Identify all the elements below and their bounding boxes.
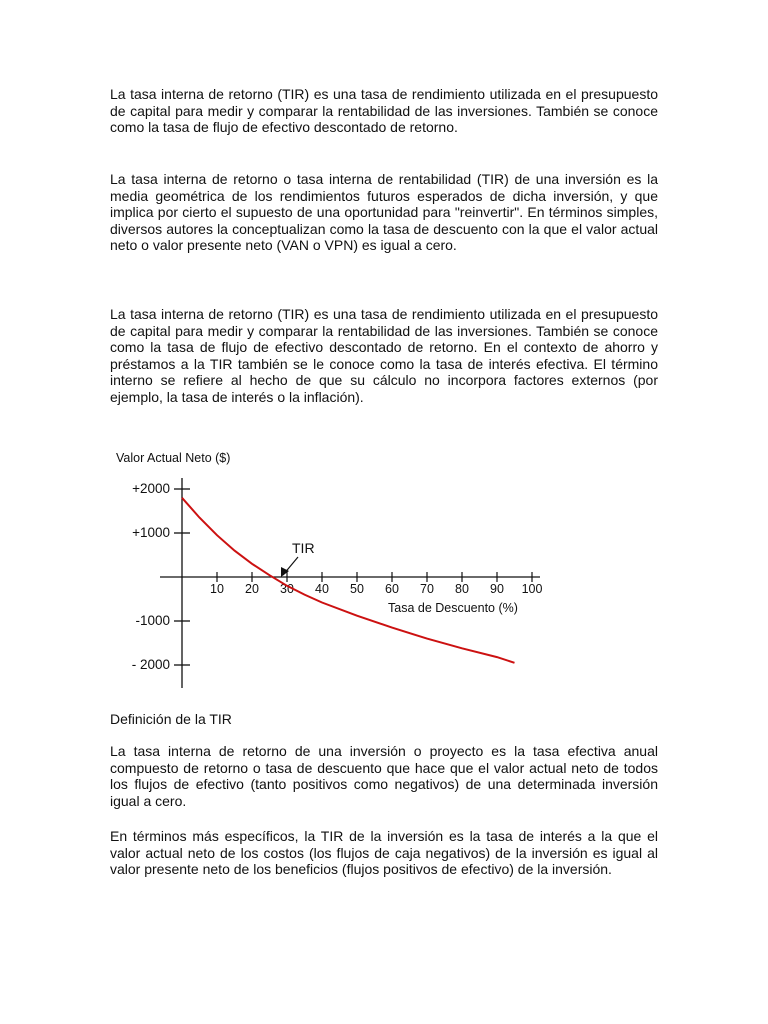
- npv-chart: [116, 440, 660, 700]
- x-tick-label: 80: [455, 582, 469, 596]
- x-tick-label: 40: [315, 582, 329, 596]
- y-tick-label: - 2000: [131, 657, 170, 672]
- x-tick-label: 50: [350, 582, 364, 596]
- paragraph-tir-specific: En términos más específicos, la TIR de la inversión es la tasa de interés a la que el valor actual neto de los costos (los flujos de caja negativos) de la inversión es igual al valor presente neto de los beneficios (flujos positivos de efectivo) de la inversión.: [110, 828, 658, 877]
- y-tick-label: +1000: [132, 525, 170, 540]
- npv-curve: [182, 498, 515, 663]
- x-tick-label: 90: [490, 582, 504, 596]
- x-tick-label: 70: [420, 582, 434, 596]
- tir-annotation-label: TIR: [292, 540, 315, 556]
- paragraph-tir-context: La tasa interna de retorno (TIR) es una tasa de rendimiento utilizada en el presupuesto de capital para medir y comparar la rentabilidad de las inversiones. También se conoce como la tasa de flujo de efectivo descontado de retorno. En el contexto de ahorro y préstamos a la TIR también se le conoce como la tasa de interés efectiva. El término interno se refiere al hecho de que su cálculo no incorpora factores externos (por ejemplo, la tasa de interés o la inflación).: [110, 306, 658, 405]
- paragraph-tir-intro: La tasa interna de retorno (TIR) es una tasa de rendimiento utilizada en el presupuesto de capital para medir y comparar la rentabilidad de las inversiones. También se conoce como la tasa de flujo de efectivo descontado de retorno.: [110, 86, 658, 135]
- y-axis-label: Valor Actual Neto ($): [116, 451, 231, 465]
- section-heading: Definición de la TIR: [110, 711, 232, 727]
- y-tick-label: -1000: [135, 613, 170, 628]
- x-tick-label: 30: [280, 582, 294, 596]
- x-tick-label: 10: [210, 582, 224, 596]
- paragraph-tir-annual-rate: La tasa interna de retorno de una inversión o proyecto es la tasa efectiva anual compuesto de retorno o tasa de descuento que hace que el valor actual neto de todos los flujos de efectivo (tanto positivos como negativos) de una determinada inversión igual a cero.: [110, 743, 658, 809]
- x-tick-label: 100: [521, 582, 543, 596]
- x-axis-label: Tasa de Descuento (%): [388, 601, 518, 615]
- npv-chart-svg: [116, 440, 660, 700]
- y-tick-label: +2000: [132, 481, 170, 496]
- x-tick-label: 60: [385, 582, 399, 596]
- x-tick-label: 20: [245, 582, 259, 596]
- paragraph-tir-definition: La tasa interna de retorno o tasa interna de rentabilidad (TIR) de una inversión es la media geométrica de los rendimientos futuros esperados de dicha inversión, y que implica por cierto el supuesto de una oportunidad para "reinvertir". En términos simples, diversos autores la conceptualizan como la tasa de descuento con la que el valor actual neto o valor presente neto (VAN o VPN) es igual a cero.: [110, 171, 658, 253]
